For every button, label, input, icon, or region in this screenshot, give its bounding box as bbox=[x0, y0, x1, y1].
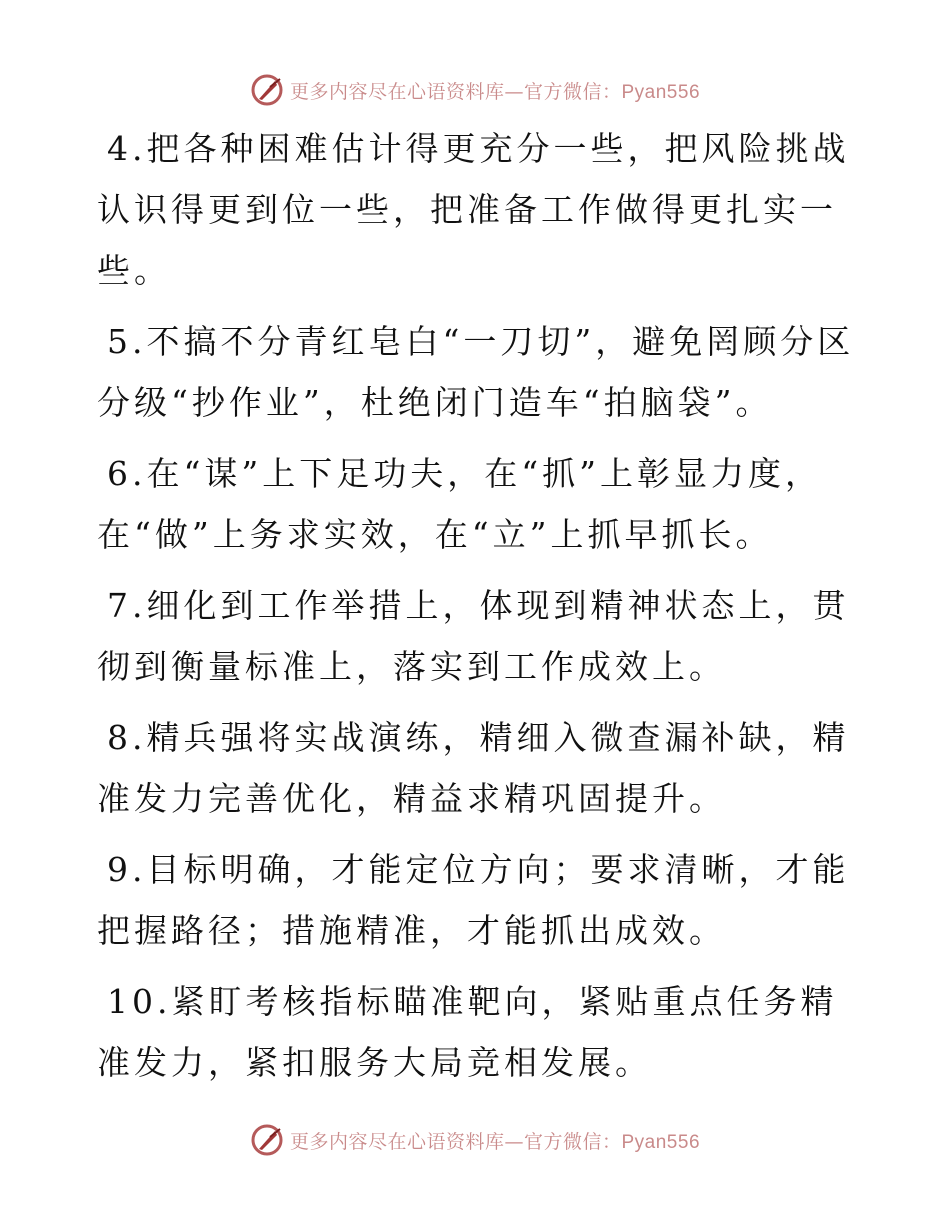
header-watermark-label: 更多内容尽在心语资料库—官方微信： bbox=[289, 80, 622, 103]
paragraph-9: 9.目标明确，才能定位方向；要求清晰，才能把握路径；措施精准，才能抓出成效。 bbox=[97, 850, 850, 950]
document-body bbox=[97, 118, 857, 1103]
paragraph-8: 8.精兵强将实战演练，精细入微查漏补缺，精准发力完善优化，精益求精巩固提升。 bbox=[97, 718, 850, 818]
footer-watermark-text bbox=[290, 1127, 700, 1154]
paragraph-10: 10.紧盯考核指标瞄准靶向，紧贴重点任务精准发力，紧扣服务大局竞相发展。 bbox=[97, 982, 838, 1082]
paragraph-6: 6.在“谋”上下足功夫，在“抓”上彰显力度，在“做”上务求实效，在“立”上抓早抓长。 bbox=[97, 454, 822, 554]
paragraph-4: 4.把各种困难估计得更充分一些，把风险挑战认识得更到位一些，把准备工作做得更扎实一些。 bbox=[97, 129, 850, 290]
footer-watermark-banner bbox=[0, 1120, 950, 1160]
footer-watermark-label: 更多内容尽在心语资料库—官方微信： bbox=[289, 1130, 622, 1153]
paragraph-7: 7.细化到工作举措上，体现到精神状态上，贯彻到衡量标准上，落实到工作成效上。 bbox=[97, 586, 850, 686]
header-watermark-banner bbox=[0, 70, 950, 110]
paragraph-5: 5.不搞不分青红皂白“一刀切”，避免罔顾分区分级“抄作业”，杜绝闭门造车“拍脑袋”。 bbox=[97, 322, 855, 422]
header-wechat-id: Pyan556 bbox=[621, 81, 701, 103]
footer-wechat-id: Pyan556 bbox=[621, 1131, 701, 1153]
quill-logo-icon bbox=[250, 1123, 284, 1157]
quill-logo-icon bbox=[250, 73, 284, 107]
header-watermark-text bbox=[290, 77, 700, 104]
